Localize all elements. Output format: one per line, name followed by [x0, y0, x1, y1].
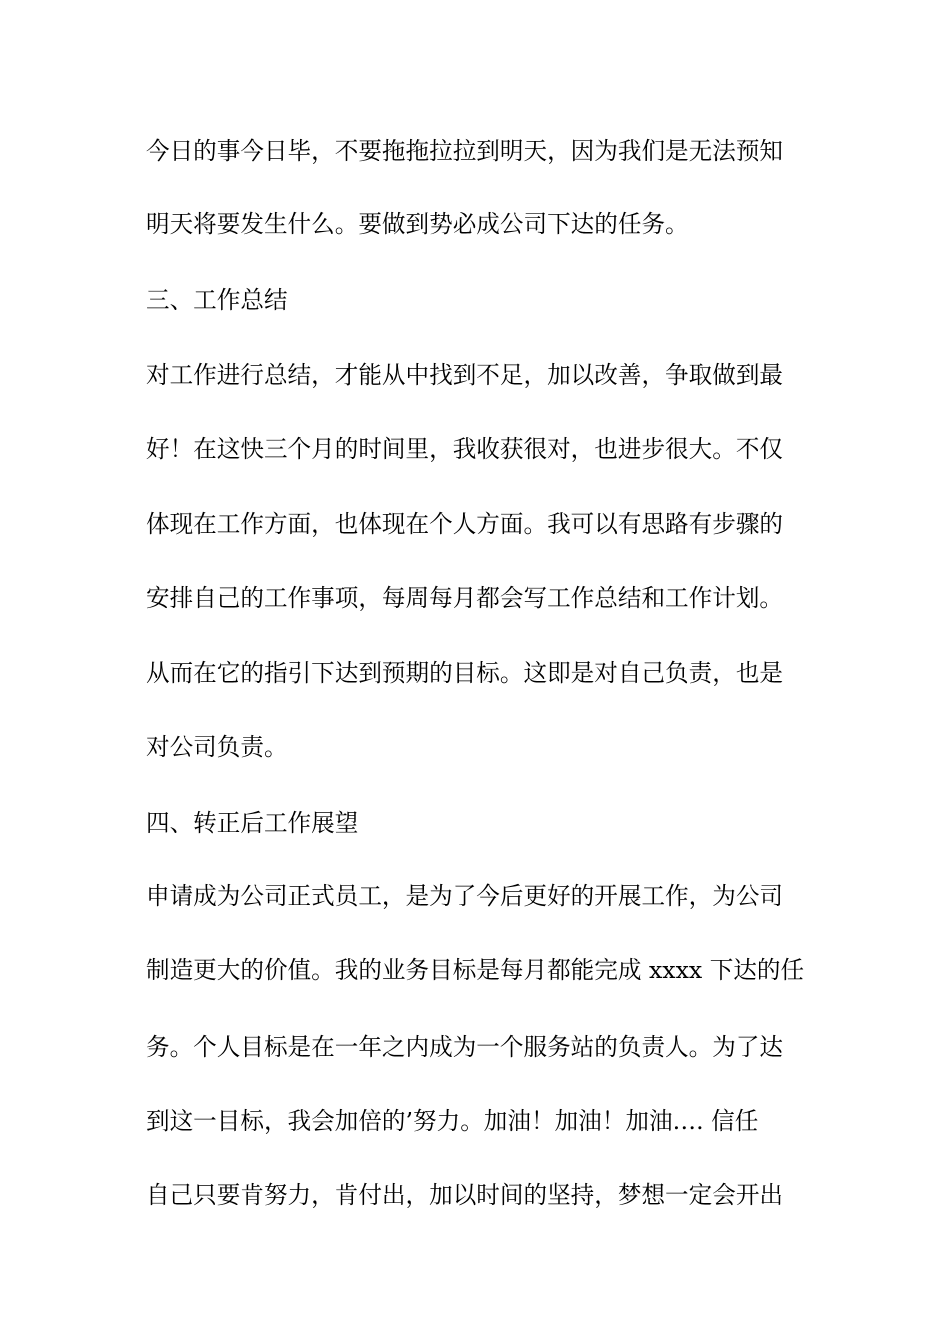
text-line-13: 务。个人目标是在一年之内成为一个服务站的负责人。为了达 — [146, 1033, 784, 1061]
text-line-9: 对公司负责。 — [146, 733, 288, 761]
text-line-4: 对工作进行总结，才能从中找到不足，加以改善，争取做到最 — [146, 361, 784, 389]
text-line-1: 今日的事今日毕，不要拖拖拉拉到明天，因为我们是无法预知 — [146, 137, 784, 165]
text-line-11: 申请成为公司正式员工，是为了今后更好的开展工作，为公司 — [146, 882, 784, 910]
text-line-5: 好！在这快三个月的时间里，我收获很对，也进步很大。不仅 — [146, 435, 784, 463]
text-line-6: 体现在工作方面，也体现在个人方面。我可以有思路有步骤的 — [146, 510, 784, 538]
text-line-15: 自己只要肯努力，肯付出，加以时间的坚持，梦想一定会开出 — [146, 1181, 784, 1209]
text-line-8: 从而在它的指引下达到预期的目标。这即是对自己负责，也是 — [146, 659, 784, 687]
section-heading-outlook: 四、转正后工作展望 — [146, 809, 359, 837]
text-line-2: 明天将要发生什么。要做到势必成公司下达的任务。 — [146, 210, 689, 238]
text-line-14: 到这一目标，我会加倍的’努力。加油！加油！加油…. 信任 — [146, 1107, 759, 1135]
text-line-7: 安排自己的工作事项，每周每月都会写工作总结和工作计划。 — [146, 584, 784, 612]
section-heading-work-summary: 三、工作总结 — [146, 286, 288, 314]
text-line-12: 制造更大的价值。我的业务目标是每月都能完成 xxxx 下达的任 — [146, 956, 805, 984]
